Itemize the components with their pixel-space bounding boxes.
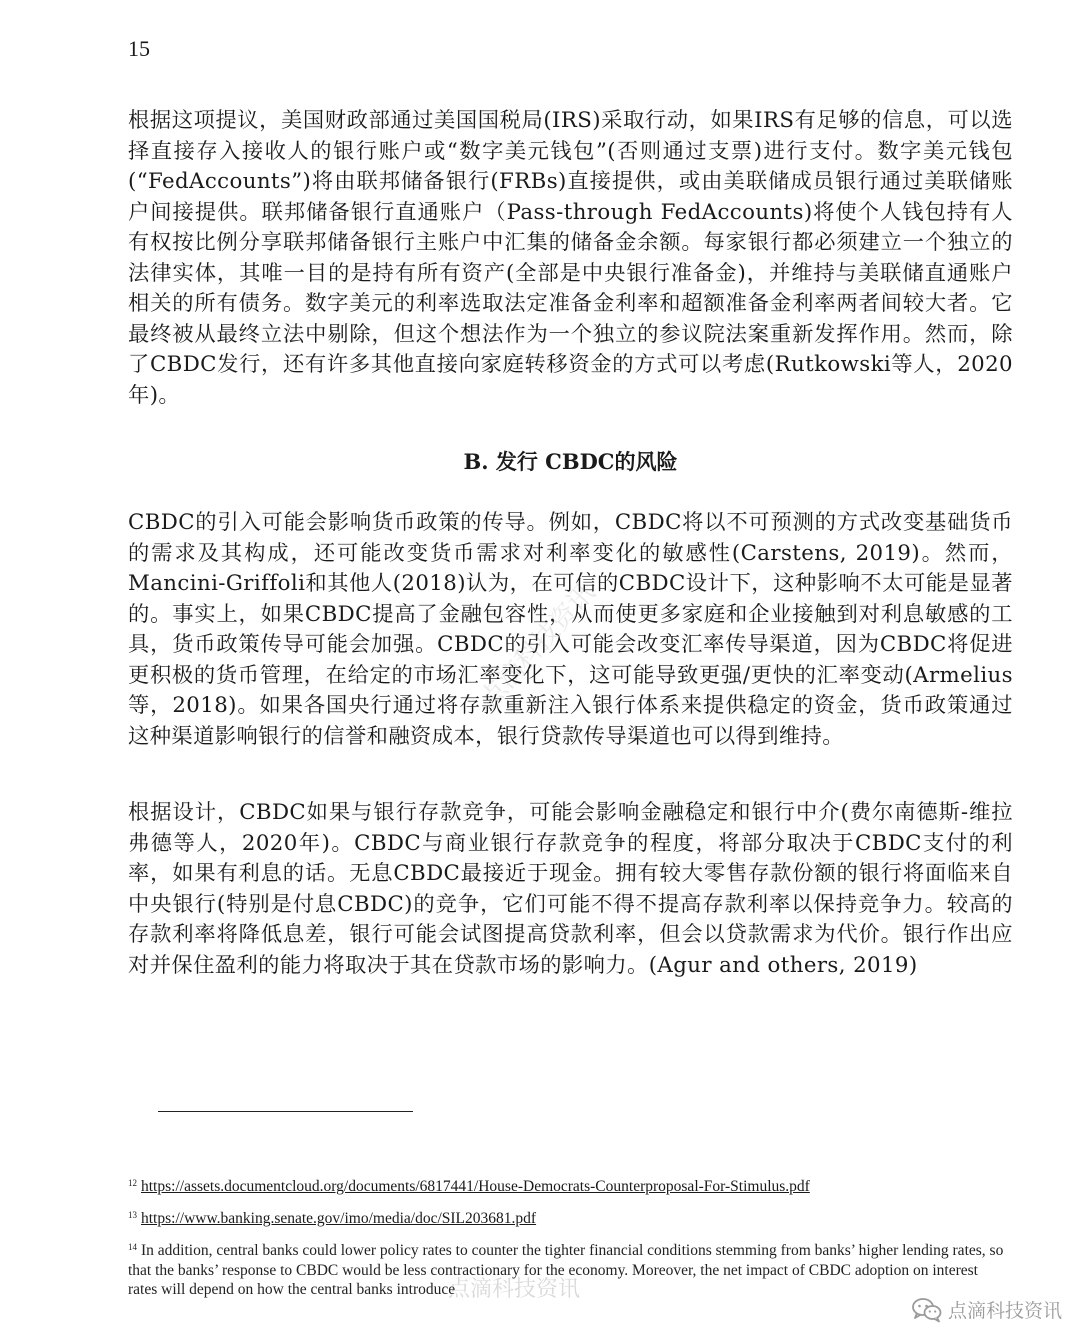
footnote-number: 14 (128, 1242, 137, 1252)
paragraph-monetary-policy: CBDC的引入可能会影响货币政策的传导。例如，CBDC将以不可预测的方式改变基础货币的需求及其构成，还可能改变货币需求对利率变化的敏感性(Carstens, 2019)。然而，Mancini-Griffoli和其他人(2018)认为，在可信的CBDC设计下，这种影响不太可能是显著的。事实上，如果CBDC提高了金融包容性，从而使更多家庭和企业接触到对利息敏感的工具，货币政策传导可能会加强。CBDC的引入可能会改变汇率传导渠道，因为CBDC将促进更积极的货币管理，在给定的市场汇率变化下，这可能导致更强/更快的汇率变动(Armelius等，2018)。如果各国央行通过将存款重新注入银行体系来提供稳定的资金，货币政策通过这种渠道影响银行的信誉和融资成本，银行贷款传导渠道也可以得到维持。 (128, 510, 1013, 749)
diagonal-watermark: 点滴科技资讯 (474, 578, 602, 715)
page-number: 15 (128, 36, 150, 61)
footnote-divider (158, 1111, 413, 1112)
section-heading: B. 发行 CBDC的风险 (463, 449, 678, 474)
paragraph-financial-stability: 根据设计，CBDC如果与银行存款竞争，可能会影响金融稳定和银行中介(费尔南德斯-维拉弗德等人，2020年)。CBDC与商业银行存款竞争的程度，将部分取决于CBDC支付的利率，如果有利息的话。无息CBDC最接近于现金。拥有较大零售存款份额的银行将面临来自中央银行(特别是付息CBDC)的竞争，它们可能不得不提高存款利率以保持竞争力。较高的存款利率将降低息差，银行可能会试图提高贷款利率，但会以贷款需求为代价。银行作出应对并保住盈利的能力将取决于其在贷款市场的影响力。(Agur and others, 2019) (128, 800, 1013, 978)
footnote-14-text: In addition, central banks could lower policy rates to counter the tighter financial conditions stemming from banks’ higher lending rates, so that the banks’ response to CBDC would be less contractionary for the economy. Moreover, the net impact of CBDC adoption on interest rates will depend on how the central banks introduce (128, 1242, 1004, 1298)
footnote-13-link[interactable]: https://www.banking.senate.gov/imo/media/doc/SIL203681.pdf (141, 1210, 537, 1227)
paragraph-proposal: 根据这项提议，美国财政部通过美国国税局(IRS)采取行动，如果IRS有足够的信息，可以选择直接存入接收人的银行账户或“数字美元钱包”(否则通过支票)进行支付。数字美元钱包(“FedAccounts”)将由联邦储备银行(FRBs)直接提供，或由美联储成员银行通过美联储账户间接提供。联邦储备银行直通账户（Pass-through FedAccounts)将使个人钱包持有人有权按比例分享联邦储备银行主账户中汇集的储备金余额。每家银行都必须建立一个独立的法律实体，其唯一目的是持有所有资产(全部是中央银行准备金)，并维持与美联储直通账户相关的所有债务。数字美元的利率选取法定准备金利率和超额准备金利率两者间较大者。它最终被从最终立法中剔除，但这个想法作为一个独立的参议院法案重新发挥作用。然而，除了CBDC发行，还有许多其他直接向家庭转移资金的方式可以考虑(Rutkowski等人，2020年)。 (128, 108, 1013, 408)
bottom-watermark: 点滴科技资讯 (448, 1277, 581, 1302)
wechat-account-name: 点滴科技资讯 (947, 1300, 1062, 1322)
footnote-12 (128, 1174, 1008, 1197)
footnote-number: 13 (128, 1210, 137, 1220)
footnote-13 (128, 1206, 1008, 1229)
wechat-account-badge (912, 1296, 1062, 1323)
wechat-icon (912, 1297, 942, 1323)
footnote-number: 12 (128, 1178, 137, 1188)
footnote-12-link[interactable]: https://assets.documentcloud.org/documents/6817441/House-Democrats-Counterproposal-For-Stimulus.pdf (141, 1178, 810, 1195)
